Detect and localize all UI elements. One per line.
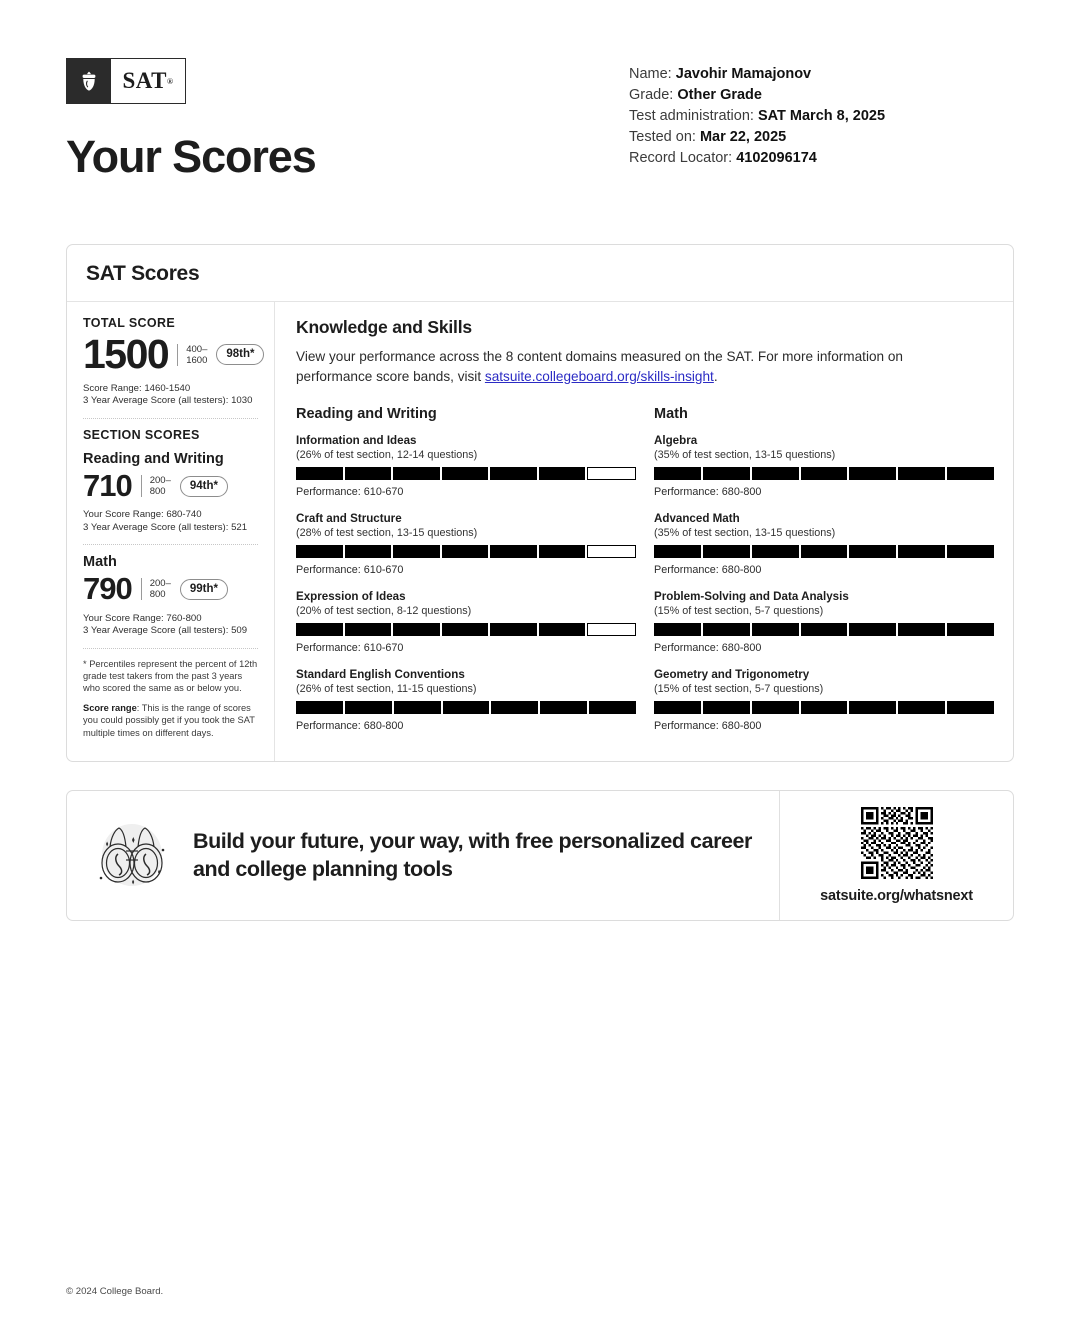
section-scores-label: SECTION SCORES (83, 427, 200, 442)
band-segment-filled (752, 623, 799, 636)
domain-name: Advanced Math (654, 512, 740, 525)
performance-band (654, 701, 994, 714)
band-segment-filled (849, 623, 896, 636)
domain-columns (296, 406, 994, 732)
band-segment-empty (587, 545, 636, 558)
meta-row-administration: Test administration: SAT March 8, 2025 (629, 108, 886, 124)
page-title: Your Scores (66, 131, 316, 182)
section-percentile-badge: 94th* (180, 476, 228, 497)
domain-column-heading: Reading and Writing (296, 406, 437, 422)
sat-wordmark: SAT ® (111, 59, 185, 103)
band-segment-filled (539, 545, 586, 558)
domain-name: Standard English Conventions (296, 668, 465, 681)
domain-name: Problem-Solving and Data Analysis (654, 590, 849, 603)
divider (83, 418, 258, 419)
domain-item (654, 434, 994, 498)
section-name: Math (83, 554, 117, 571)
band-segment-filled (752, 467, 799, 480)
band-segment-filled (393, 623, 440, 636)
knowledge-and-skills-pane (275, 302, 1013, 761)
domain-weight: (35% of test section, 13-15 questions) (654, 449, 836, 461)
band-segment-filled (539, 467, 586, 480)
domain-performance: Performance: 610-670 (296, 486, 404, 498)
domain-performance: Performance: 680-800 (654, 486, 762, 498)
domain-name: Algebra (654, 434, 698, 447)
band-segment-filled (654, 701, 701, 714)
band-segment-filled (345, 467, 392, 480)
performance-band (296, 701, 636, 714)
band-segment-filled (898, 623, 945, 636)
band-segment-filled (898, 545, 945, 558)
meta-row-name: Name: Javohir Mamajonov (629, 66, 812, 82)
band-segment-filled (442, 467, 489, 480)
band-segment-filled (703, 701, 750, 714)
band-segment-filled (947, 467, 994, 480)
promo-headline: Build your future, your way, with free personalized career and college planning tools (193, 829, 752, 882)
section-name: Reading and Writing (83, 450, 224, 467)
total-score-row (83, 333, 258, 376)
domain-item (296, 668, 636, 732)
band-segment-filled (589, 701, 636, 714)
section-score-value: 790 (83, 571, 132, 607)
band-segment-filled (752, 701, 799, 714)
band-segment-filled (801, 467, 848, 480)
band-segment-filled (654, 467, 701, 480)
domain-performance: Performance: 680-800 (654, 642, 762, 654)
band-segment-filled (703, 545, 750, 558)
domain-performance: Performance: 610-670 (296, 642, 404, 654)
section-score-scale: 200– 800 (141, 475, 171, 497)
band-segment-filled (296, 467, 343, 480)
copyright-footer: © 2024 College Board. (66, 1286, 164, 1297)
band-segment-filled (442, 545, 489, 558)
domain-name: Expression of Ideas (296, 590, 406, 603)
sat-logo (66, 58, 186, 104)
performance-band (654, 623, 994, 636)
domain-item (296, 512, 636, 576)
band-segment-filled (539, 623, 586, 636)
skills-insight-link[interactable]: satsuite.collegeboard.org/skills-insight (484, 368, 714, 384)
domain-weight: (26% of test section, 11-15 questions) (296, 683, 477, 695)
band-segment-filled (849, 545, 896, 558)
total-score-label: TOTAL SCORE (83, 316, 176, 330)
qr-code-icon (861, 807, 933, 879)
meta-row-record-locator: Record Locator: 4102096174 (629, 150, 817, 166)
section-score-reading-writing (83, 451, 258, 534)
domain-performance: Performance: 610-670 (296, 564, 404, 576)
sat-scores-title: SAT Scores (86, 262, 200, 285)
band-segment-filled (898, 701, 945, 714)
domain-item (296, 590, 636, 654)
band-segment-filled (490, 545, 537, 558)
band-segment-filled (703, 623, 750, 636)
band-segment-filled (296, 623, 343, 636)
band-segment-filled (752, 545, 799, 558)
domain-list (296, 434, 636, 732)
section-range-text: Your Score Range: 760-800 3 Year Average Score (all testers): 509 (83, 612, 248, 637)
band-segment-filled (849, 701, 896, 714)
band-segment-filled (947, 701, 994, 714)
qr-caption: satsuite.org/whatsnext (820, 887, 973, 904)
domain-list (654, 434, 994, 732)
total-score-value: 1500 (83, 331, 169, 377)
band-segment-filled (490, 467, 537, 480)
domain-item (654, 512, 994, 576)
acorn-icon (67, 59, 111, 103)
band-segment-filled (443, 701, 490, 714)
domain-column-math (654, 406, 994, 732)
section-score-value: 710 (83, 467, 132, 503)
report-header (66, 0, 1014, 183)
meta-row-grade: Grade: Other Grade (629, 87, 762, 103)
band-segment-filled (393, 545, 440, 558)
band-segment-filled (491, 701, 538, 714)
divider (83, 544, 258, 545)
band-segment-filled (654, 545, 701, 558)
band-segment-empty (587, 623, 636, 636)
band-segment-filled (296, 701, 343, 714)
total-score-scale: 400– 1600 (177, 344, 207, 366)
domain-item (654, 668, 994, 732)
band-segment-filled (801, 701, 848, 714)
band-segment-filled (703, 467, 750, 480)
domain-performance: Performance: 680-800 (654, 720, 762, 732)
band-segment-filled (442, 623, 489, 636)
band-segment-empty (587, 467, 636, 480)
domain-weight: (26% of test section, 12-14 questions) (296, 449, 478, 461)
domain-column-reading-writing (296, 406, 636, 732)
domain-item (296, 434, 636, 498)
scores-pane (67, 302, 275, 761)
domain-weight: (15% of test section, 5-7 questions) (654, 605, 824, 617)
band-segment-filled (898, 467, 945, 480)
domain-name: Information and Ideas (296, 434, 417, 447)
divider (83, 648, 258, 649)
domain-weight: (20% of test section, 8-12 questions) (296, 605, 472, 617)
promo-banner[interactable] (66, 790, 1014, 921)
binoculars-icon (93, 820, 171, 890)
band-segment-filled (490, 623, 537, 636)
domain-name: Craft and Structure (296, 512, 402, 525)
band-segment-filled (947, 545, 994, 558)
domain-performance: Performance: 680-800 (654, 564, 762, 576)
domain-weight: (28% of test section, 13-15 questions) (296, 527, 478, 539)
total-percentile-badge: 98th* (216, 344, 264, 365)
domain-weight: (15% of test section, 5-7 questions) (654, 683, 824, 695)
section-score-math (83, 554, 258, 637)
performance-band (654, 467, 994, 480)
total-score-range-text: Score Range: 1460-1540 3 Year Average Score (all testers): 1030 (83, 383, 253, 407)
percentile-footnote: * Percentiles represent the percent of 12th grade test takers from the past 3 years who scored the same as or below you. (83, 658, 258, 693)
band-segment-filled (849, 467, 896, 480)
sat-scores-card (66, 244, 1014, 762)
band-segment-filled (345, 701, 392, 714)
knowledge-description: View your performance across the 8 content domains measured on the SAT. For more information on performance score bands, visit satsuite.collegeboard.org/skills-insight. (296, 349, 903, 384)
performance-band (296, 623, 636, 636)
domain-name: Geometry and Trigonometry (654, 668, 810, 681)
section-score-scale: 200– 800 (141, 578, 171, 600)
student-meta (629, 64, 885, 169)
domain-performance: Performance: 680-800 (296, 720, 404, 732)
performance-band (296, 545, 636, 558)
domain-weight: (35% of test section, 13-15 questions) (654, 527, 836, 539)
band-segment-filled (345, 545, 392, 558)
section-range-text: Your Score Range: 680-740 3 Year Average Score (all testers): 521 (83, 509, 248, 533)
domain-item (654, 590, 994, 654)
band-segment-filled (947, 623, 994, 636)
band-segment-filled (801, 623, 848, 636)
band-segment-filled (345, 623, 392, 636)
knowledge-title: Knowledge and Skills (296, 317, 472, 337)
band-segment-filled (654, 623, 701, 636)
section-percentile-badge: 99th* (180, 579, 228, 600)
meta-row-tested-on: Tested on: Mar 22, 2025 (629, 129, 787, 145)
band-segment-filled (296, 545, 343, 558)
band-segment-filled (394, 701, 441, 714)
band-segment-filled (801, 545, 848, 558)
performance-band (654, 545, 994, 558)
band-segment-filled (393, 467, 440, 480)
score-range-footnote: Score range: This is the range of scores you could possibly get if you took the SAT multiple times on different days. (83, 703, 255, 738)
band-segment-filled (540, 701, 587, 714)
performance-band (296, 467, 636, 480)
domain-column-heading: Math (654, 406, 688, 422)
